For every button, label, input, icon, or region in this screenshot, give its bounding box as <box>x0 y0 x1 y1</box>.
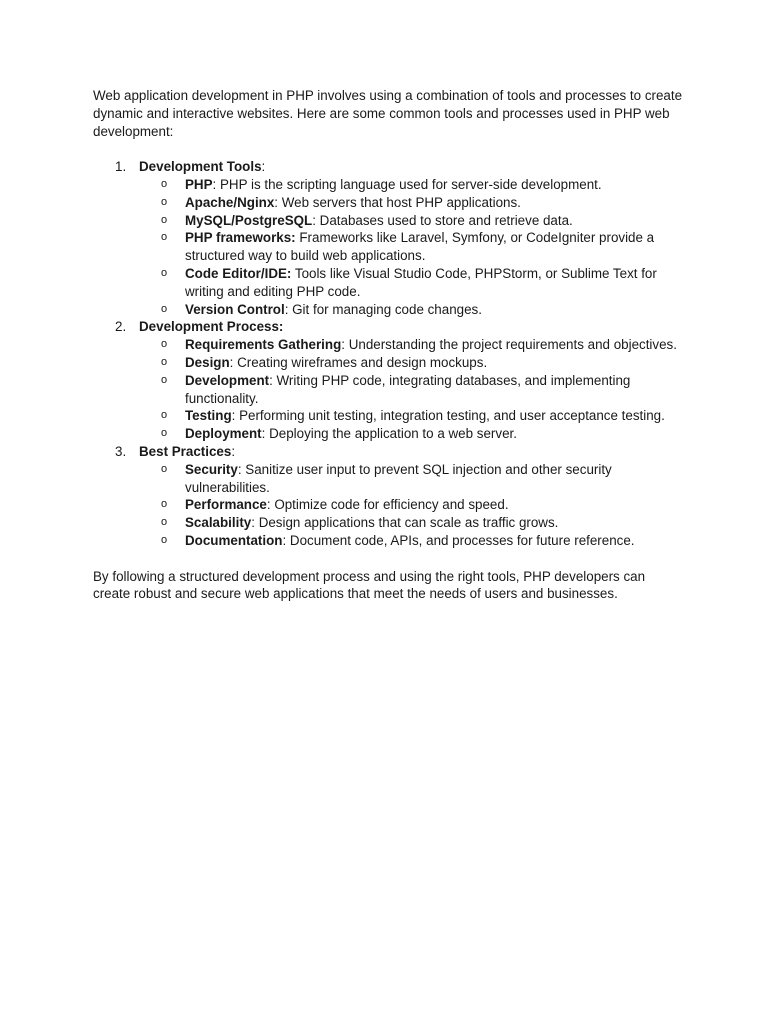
section-title-suffix: : <box>231 443 236 459</box>
sections-list <box>93 158 683 550</box>
bullet-icon: o <box>161 355 168 368</box>
section-development-tools <box>93 158 683 318</box>
item-text: : Git for managing code changes. <box>284 301 482 317</box>
item-term: PHP <box>185 176 213 192</box>
bullet-icon: o <box>161 427 168 440</box>
item-term: Testing <box>185 408 232 424</box>
intro-paragraph: Web application development in PHP involves using a combination of tools and processes to create dynamic and interactive websites. Here are some common tools and processes used in PHP web development: <box>93 88 683 139</box>
section-items <box>139 336 683 443</box>
bullet-icon: o <box>161 498 168 511</box>
bullet-icon: o <box>161 409 168 422</box>
bullet-icon: o <box>161 231 168 244</box>
list-item <box>139 407 683 425</box>
section-number: 3. <box>115 443 127 459</box>
item-term: Scalability <box>185 515 252 531</box>
item-text: : Databases used to store and retrieve data. <box>312 212 573 228</box>
list-item <box>139 194 683 212</box>
section-best-practices <box>93 443 683 550</box>
item-term: MySQL/PostgreSQL <box>185 212 313 228</box>
list-item <box>139 514 683 532</box>
section-number: 2. <box>115 319 127 335</box>
item-term: Code Editor/IDE: <box>185 265 292 281</box>
item-term: Documentation <box>185 532 283 548</box>
item-text: : Deploying the application to a web server. <box>261 426 517 442</box>
bullet-icon: o <box>161 266 168 279</box>
item-term: Deployment <box>185 426 262 442</box>
bullet-icon: o <box>161 213 168 226</box>
section-items <box>139 176 683 318</box>
list-item <box>139 229 683 265</box>
section-items <box>139 461 683 550</box>
item-text: : Writing PHP code, integrating databases, and implementing functionality. <box>185 372 631 406</box>
bullet-icon: o <box>161 338 168 351</box>
item-term: Performance <box>185 497 267 513</box>
item-text: Frameworks like Laravel, Symfony, or CodeIgniter provide a structured way to build web applications. <box>185 230 655 264</box>
item-term: Version Control <box>185 301 285 317</box>
list-item <box>139 176 683 194</box>
list-item <box>139 212 683 230</box>
conclusion-paragraph: By following a structured development process and using the right tools, PHP developers can create robust and secure web applications that meet the needs of users and businesses. <box>93 568 646 602</box>
list-item <box>139 461 683 497</box>
bullet-icon: o <box>161 177 168 190</box>
section-title: Development Tools <box>139 159 262 175</box>
item-text: : Performing unit testing, integration testing, and user acceptance testing. <box>231 408 665 424</box>
list-item <box>139 301 683 319</box>
bullet-icon: o <box>161 373 168 386</box>
section-title-suffix: : <box>261 159 266 175</box>
document-page <box>93 87 683 603</box>
item-term: Requirements Gathering <box>185 337 342 353</box>
list-item <box>139 336 683 354</box>
list-item <box>139 372 683 408</box>
item-term: Design <box>185 354 230 370</box>
bullet-icon: o <box>161 195 168 208</box>
bullet-icon: o <box>161 302 168 315</box>
section-title: Development Process: <box>139 319 284 335</box>
bullet-icon: o <box>161 533 168 546</box>
section-title: Best Practices <box>139 443 232 459</box>
item-text: : Design applications that can scale as traffic grows. <box>251 515 559 531</box>
list-item <box>139 496 683 514</box>
bullet-icon: o <box>161 516 168 529</box>
item-text: : PHP is the scripting language used for server-side development. <box>212 176 602 192</box>
item-term: Development <box>185 372 270 388</box>
section-number: 1. <box>115 159 127 175</box>
list-item <box>139 354 683 372</box>
bullet-icon: o <box>161 462 168 475</box>
item-text: : Optimize code for efficiency and speed. <box>266 497 509 513</box>
section-development-process <box>93 318 683 443</box>
item-term: Security <box>185 461 238 477</box>
list-item <box>139 425 683 443</box>
item-term: Apache/Nginx <box>185 194 275 210</box>
item-text: : Sanitize user input to prevent SQL injection and other security vulnerabilities. <box>185 461 612 495</box>
item-text: : Document code, APIs, and processes for future reference. <box>282 532 635 548</box>
list-item <box>139 532 683 550</box>
item-text: : Web servers that host PHP applications. <box>274 194 521 210</box>
item-text: : Understanding the project requirements and objectives. <box>341 337 677 353</box>
list-item <box>139 265 683 301</box>
item-term: PHP frameworks: <box>185 230 296 246</box>
item-text: : Creating wireframes and design mockups. <box>229 354 488 370</box>
item-text: Tools like Visual Studio Code, PHPStorm, or Sublime Text for writing and editing PHP code. <box>185 265 657 299</box>
